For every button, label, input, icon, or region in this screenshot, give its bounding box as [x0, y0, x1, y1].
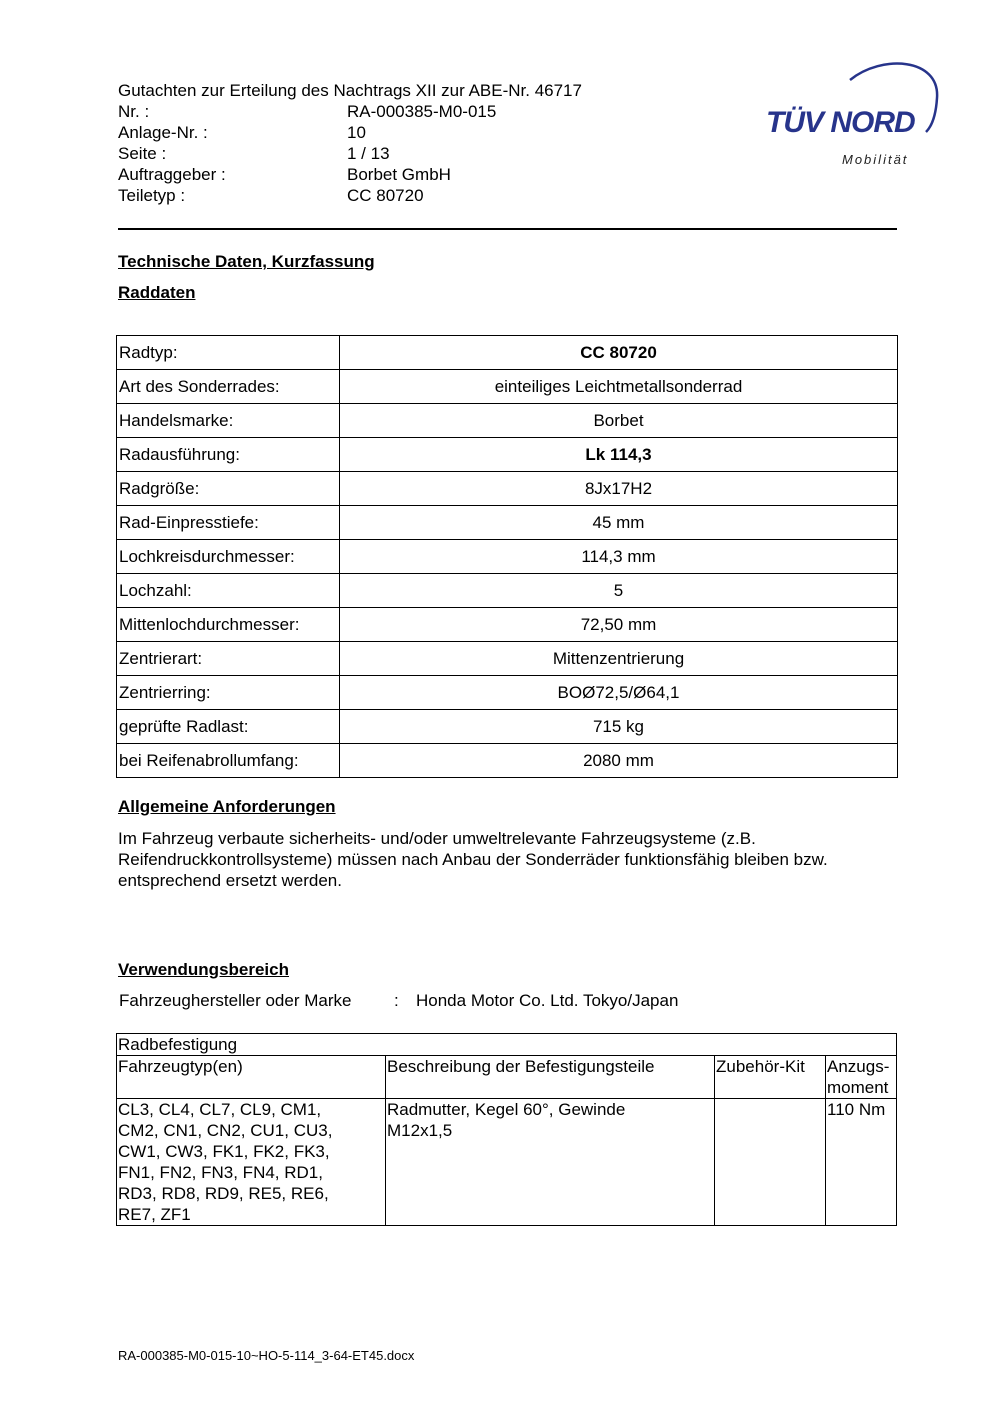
- header-value: RA-000385-M0-015: [347, 102, 497, 121]
- requirements-paragraph: [118, 828, 908, 891]
- row-value: Borbet: [340, 404, 898, 438]
- row-label: Zentrierring:: [117, 676, 340, 710]
- header-value: 1 / 13: [347, 144, 390, 163]
- header-key: Nr. :: [118, 102, 150, 121]
- logo-wordmark: TÜV NORD: [766, 106, 915, 139]
- footer-filename: RA-000385-M0-015-10~HO-5-114_3-64-ET45.docx: [118, 1348, 415, 1363]
- cell-description: [386, 1099, 715, 1226]
- header-key: Seite :: [118, 144, 167, 163]
- tuv-nord-logo: [762, 58, 942, 174]
- row-label: Art des Sonderrades:: [117, 370, 340, 404]
- vehicle-maker-row: [119, 991, 678, 1011]
- row-value: 5: [340, 574, 898, 608]
- table-row: [117, 336, 898, 370]
- header-description: Beschreibung der Befestigungsteile: [386, 1056, 715, 1099]
- header-divider: [118, 228, 897, 230]
- type-line: RD3, RD8, RD9, RE5, RE6,: [118, 1184, 329, 1203]
- table-row: [117, 710, 898, 744]
- table-row: [117, 744, 898, 778]
- table-row: [117, 1099, 897, 1226]
- header-row-teiletyp: [118, 185, 582, 206]
- paragraph-line: entsprechend ersetzt werden.: [118, 871, 342, 890]
- table-row: [117, 506, 898, 540]
- row-label: Rad-Einpresstiefe:: [117, 506, 340, 540]
- row-label: Lochkreisdurchmesser:: [117, 540, 340, 574]
- row-value: 2080 mm: [340, 744, 898, 778]
- row-value: Mittenzentrierung: [340, 642, 898, 676]
- header-row-nr: [118, 101, 582, 122]
- header-key: Teiletyp :: [118, 186, 186, 205]
- header-row-anlage: [118, 122, 582, 143]
- table-row: [117, 676, 898, 710]
- row-value: Lk 114,3: [340, 438, 898, 472]
- table-row: [117, 642, 898, 676]
- row-label: geprüfte Radlast:: [117, 710, 340, 744]
- maker-value: Honda Motor Co. Ltd. Tokyo/Japan: [416, 991, 679, 1010]
- row-value: 715 kg: [340, 710, 898, 744]
- header-value: 10: [347, 123, 366, 142]
- row-label: Radtyp:: [117, 336, 340, 370]
- row-label: Radausführung:: [117, 438, 340, 472]
- section-title-usage: Verwendungsbereich: [118, 960, 289, 979]
- desc-line: M12x1,5: [387, 1121, 453, 1140]
- table-row: [117, 608, 898, 642]
- row-value: einteiliges Leichtmetallsonderrad: [340, 370, 898, 404]
- row-value: CC 80720: [340, 336, 898, 370]
- header-torque: [826, 1056, 897, 1099]
- row-label: Handelsmarke:: [117, 404, 340, 438]
- table-header-row: [117, 1056, 897, 1099]
- cell-vehicle-types: [117, 1099, 386, 1226]
- wheel-data-table: [116, 335, 898, 778]
- logo-subtitle: Mobilität: [842, 152, 909, 167]
- table-caption: Radbefestigung: [117, 1034, 897, 1056]
- row-label: Zentrierart:: [117, 642, 340, 676]
- paragraph-line: Im Fahrzeug verbaute sicherheits- und/oder umweltrelevante Fahrzeugsysteme (z.B.: [118, 829, 756, 848]
- header-vehicle-types: Fahrzeugtyp(en): [117, 1056, 386, 1099]
- document-header: [118, 80, 582, 206]
- header-row-auftraggeber: [118, 164, 582, 185]
- row-value: 8Jx17H2: [340, 472, 898, 506]
- type-line: RE7, ZF1: [118, 1205, 191, 1224]
- table-row: [117, 370, 898, 404]
- header-row-seite: [118, 143, 582, 164]
- row-value: 72,50 mm: [340, 608, 898, 642]
- header-key: Auftraggeber :: [118, 165, 226, 184]
- maker-label: Fahrzeughersteller oder Marke: [119, 991, 352, 1010]
- desc-line: Radmutter, Kegel 60°, Gewinde: [387, 1100, 626, 1119]
- cell-accessory-kit: [715, 1099, 826, 1226]
- wheel-mounting-table: [116, 1033, 897, 1226]
- section-title-requirements: Allgemeine Anforderungen: [118, 797, 336, 816]
- header-torque-line: moment: [827, 1078, 889, 1097]
- row-label: Radgröße:: [117, 472, 340, 506]
- document-title: Gutachten zur Erteilung des Nachtrags XII zur ABE-Nr. 46717: [118, 81, 582, 100]
- type-line: FN1, FN2, FN3, FN4, RD1,: [118, 1163, 323, 1182]
- header-torque-line: Anzugs-: [827, 1057, 890, 1076]
- row-value: BOØ72,5/Ø64,1: [340, 676, 898, 710]
- header-value: CC 80720: [347, 186, 424, 205]
- header-key: Anlage-Nr. :: [118, 123, 208, 142]
- type-line: CW1, CW3, FK1, FK2, FK3,: [118, 1142, 330, 1161]
- row-label: Lochzahl:: [117, 574, 340, 608]
- type-line: CL3, CL4, CL7, CL9, CM1,: [118, 1100, 322, 1119]
- table-row: [117, 404, 898, 438]
- table-caption-row: [117, 1034, 897, 1056]
- header-value: Borbet GmbH: [347, 165, 451, 184]
- cell-torque: 110 Nm: [826, 1099, 897, 1226]
- section-title-wheel-data: Raddaten: [118, 283, 196, 302]
- table-row: [117, 574, 898, 608]
- table-row: [117, 438, 898, 472]
- section-title-technical: Technische Daten, Kurzfassung: [118, 252, 375, 271]
- header-accessory-kit: Zubehör-Kit: [715, 1056, 826, 1099]
- row-value: 114,3 mm: [340, 540, 898, 574]
- row-value: 45 mm: [340, 506, 898, 540]
- table-row: [117, 540, 898, 574]
- type-line: CM2, CN1, CN2, CU1, CU3,: [118, 1121, 333, 1140]
- table-row: [117, 472, 898, 506]
- row-label: bei Reifenabrollumfang:: [117, 744, 340, 778]
- row-label: Mittenlochdurchmesser:: [117, 608, 340, 642]
- maker-colon: :: [394, 991, 399, 1010]
- paragraph-line: Reifendruckkontrollsysteme) müssen nach Anbau der Sonderräder funktionsfähig bleiben bzw.: [118, 850, 828, 869]
